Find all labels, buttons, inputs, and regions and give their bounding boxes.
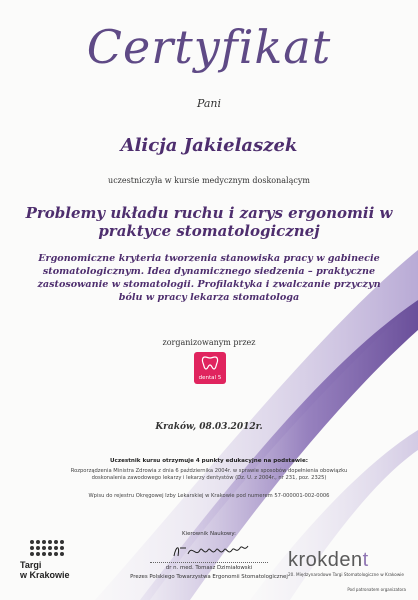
krokdent-patronage: Pod patronatem organizatora <box>347 587 406 592</box>
salutation: Pani <box>196 97 222 110</box>
course-topics: Ergonomiczne kryteria tworzenia stanowiska pracy w gabinecie stomatologicznym. Idea dynamicznego siedzenia – praktyczne zastosowanie w stomatologii. Profilaktyka i zwalczanie przyczyn bólu w pracy lekarza stomatologa <box>37 253 381 303</box>
targi-line2: w Krakowie <box>20 570 70 580</box>
handwritten-signature <box>166 540 256 560</box>
tooth-icon <box>201 355 219 371</box>
targi-w-krakowie-logo <box>20 540 80 580</box>
signatory-name: dr n. med. Tomasz Dzimiałowski <box>165 565 253 571</box>
targi-line1: Targi <box>20 560 42 570</box>
date-place: Kraków, 08.03.2012r. <box>155 422 263 432</box>
dot-grid-icon <box>30 540 80 556</box>
signatory-position: Prezes Polskiego Towarzystwa Ergonomii Stomatologicznej <box>130 574 288 580</box>
krokdent-logo <box>288 550 406 592</box>
krokdent-accent: t <box>362 549 369 571</box>
dental5-logo-text: dental 5 <box>198 375 222 381</box>
krokdent-main: krokden <box>288 549 363 571</box>
course-title: Problemy układu ruchu i zarys ergonomii w praktyce stomatologicznej <box>25 204 393 240</box>
participation-text: uczestniczyła w kursie medycznym doskonalącym <box>108 176 310 185</box>
dental5-logo <box>194 352 226 384</box>
points-basis: Rozporządzenia Ministra Zdrowia z dnia 6 października 2004r. w sprawie sposobów dopełnienia obowiązku doskonalenia zawodowego lekarzy i lekarzy dentystów (Dz. U. z 2004r., nr 231, poz. 2325) <box>70 468 348 481</box>
signature-role-heading: Kierownik Naukowy: <box>182 531 236 537</box>
krokdent-subtitle: 20. Międzynarodowe Targi Stomatologiczne w Krakowie <box>288 572 404 577</box>
points-heading: Uczestnik kursu otrzymuje 4 punkty edukacyjne na podstawie: <box>110 458 308 464</box>
organized-by-text: zorganizowanym przez <box>162 338 256 347</box>
signature-line <box>150 562 268 563</box>
certificate-title: Certyfikat <box>86 20 332 74</box>
register-text: Wpisu do rejestru Okręgowej Izby Lekarskiej w Krakowie pod numerem 57-000001-002-0006 <box>88 493 330 499</box>
recipient-name: Alicja Jakielaszek <box>120 135 298 156</box>
